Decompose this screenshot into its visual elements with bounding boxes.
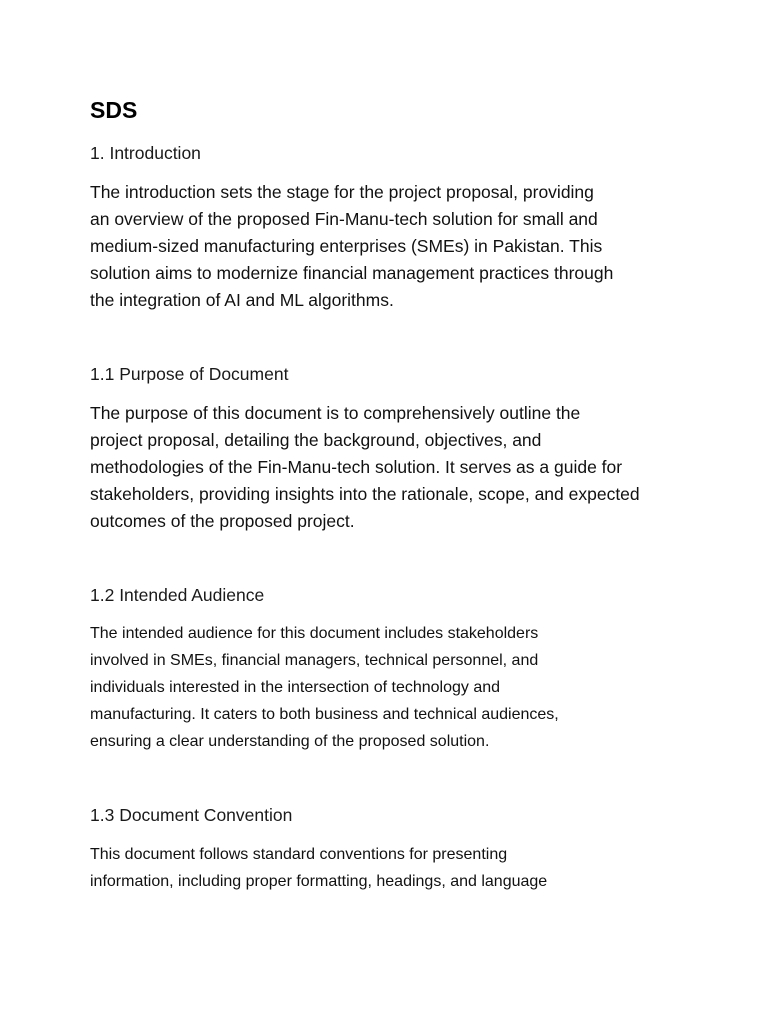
text-line: ensuring a clear understanding of the proposed solution. <box>90 733 490 750</box>
text-line: the integration of AI and ML algorithms. <box>90 290 394 310</box>
text-line: The introduction sets the stage for the project proposal, providing <box>90 182 594 202</box>
section-heading-convention: 1.3 Document Convention <box>90 805 293 825</box>
text-line: project proposal, detailing the background, objectives, and <box>90 430 542 450</box>
section-heading-purpose: 1.1 Purpose of Document <box>90 364 289 384</box>
text-line: This document follows standard conventions for presenting <box>90 846 508 863</box>
text-line: The intended audience for this document includes stakeholders <box>90 625 539 642</box>
section-heading-audience: 1.2 Intended Audience <box>90 585 265 605</box>
text-line: outcomes of the proposed project. <box>90 511 355 531</box>
section-body-purpose <box>90 400 730 535</box>
text-line: solution aims to modernize financial management practices through <box>90 263 614 283</box>
text-line: stakeholders, providing insights into the rationale, scope, and expected <box>90 484 640 504</box>
text-line: an overview of the proposed Fin-Manu-tech solution for small and <box>90 209 598 229</box>
section-body-audience <box>90 620 730 755</box>
text-line: medium-sized manufacturing enterprises (SMEs) in Pakistan. This <box>90 236 603 256</box>
text-line: methodologies of the Fin-Manu-tech solution. It serves as a guide for <box>90 457 623 477</box>
text-line: manufacturing. It caters to both business and technical audiences, <box>90 706 559 723</box>
text-line: information, including proper formatting, headings, and language <box>90 873 548 890</box>
section-body-introduction <box>90 179 730 314</box>
text-line: The purpose of this document is to comprehensively outline the <box>90 403 581 423</box>
section-heading-introduction: 1. Introduction <box>90 143 201 163</box>
document-title: SDS <box>90 97 138 123</box>
section-body-convention <box>90 841 730 895</box>
text-line: involved in SMEs, financial managers, technical personnel, and <box>90 652 539 669</box>
text-line: individuals interested in the intersection of technology and <box>90 679 501 696</box>
